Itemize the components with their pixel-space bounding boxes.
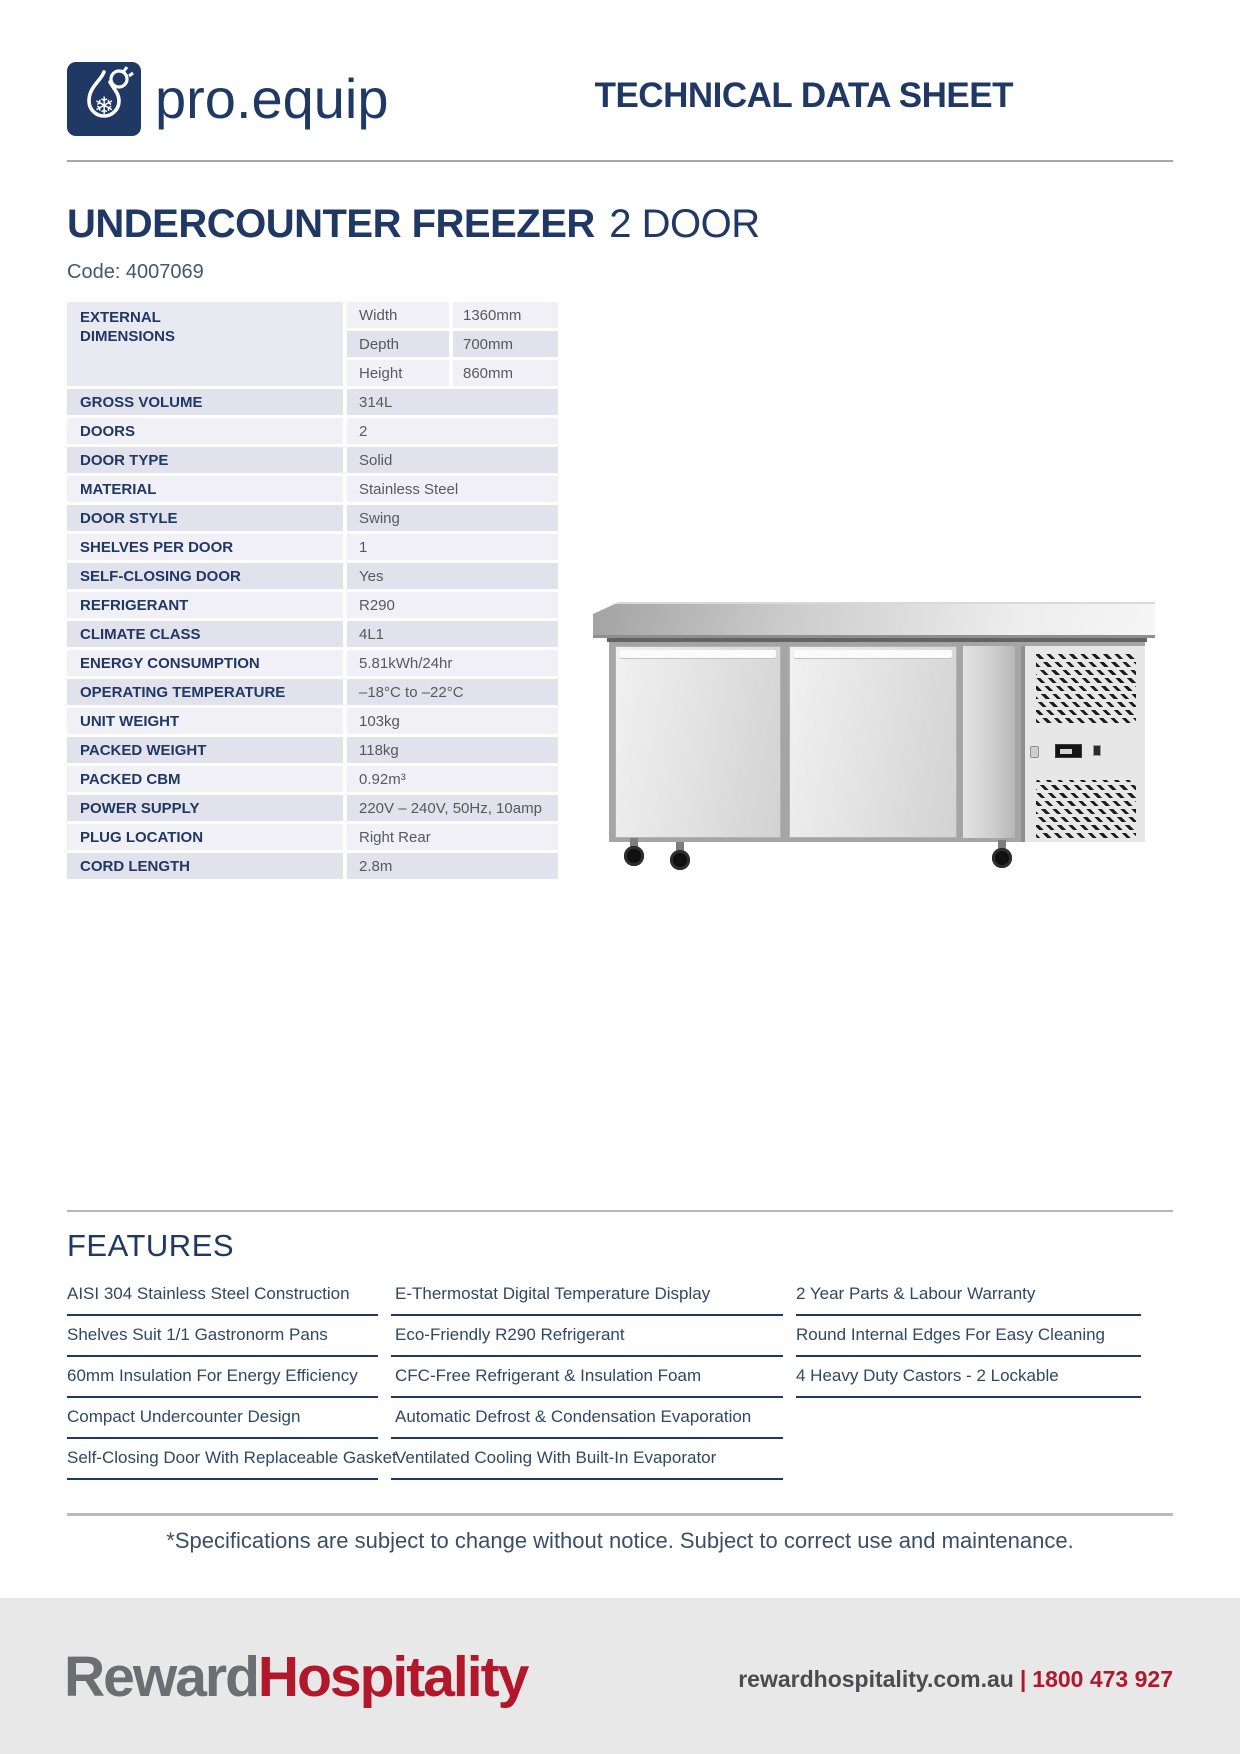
spec-label: PACKED CBM bbox=[67, 766, 343, 792]
spec-row bbox=[67, 563, 558, 589]
dimension-row bbox=[347, 302, 558, 328]
spec-label: ENERGY CONSUMPTION bbox=[67, 650, 343, 676]
flame-snowflake-plug-icon bbox=[67, 62, 141, 136]
feature-item: AISI 304 Stainless Steel Construction bbox=[67, 1284, 378, 1316]
spec-row bbox=[67, 853, 558, 879]
spec-row bbox=[67, 766, 558, 792]
spec-value: Right Rear bbox=[347, 824, 558, 850]
spec-row bbox=[67, 592, 558, 618]
note-divider bbox=[67, 1513, 1173, 1516]
feature-item: Self-Closing Door With Replaceable Gasket bbox=[67, 1448, 378, 1480]
vent-grille-bottom bbox=[1036, 780, 1136, 838]
feature-item: E-Thermostat Digital Temperature Display bbox=[391, 1284, 783, 1316]
feature-item: 4 Heavy Duty Castors - 2 Lockable bbox=[796, 1366, 1141, 1398]
footer-brand-reward: Reward bbox=[64, 1645, 258, 1709]
spec-row bbox=[67, 650, 558, 676]
doc-title: TECHNICAL DATA SHEET bbox=[594, 76, 1013, 115]
spec-row bbox=[67, 795, 558, 821]
spec-value: R290 bbox=[347, 592, 558, 618]
freezer-countertop bbox=[593, 602, 1155, 638]
product-title: UNDERCOUNTER FREEZER bbox=[67, 202, 595, 246]
dimension-name: Depth bbox=[347, 331, 449, 357]
footer-phone: 1800 473 927 bbox=[1032, 1666, 1173, 1692]
feature-item: Eco-Friendly R290 Refrigerant bbox=[391, 1325, 783, 1357]
spec-row-dimensions bbox=[67, 302, 558, 386]
spec-label: PACKED WEIGHT bbox=[67, 737, 343, 763]
spec-label: GROSS VOLUME bbox=[67, 389, 343, 415]
freezer-door-left bbox=[615, 646, 781, 838]
header-divider bbox=[67, 160, 1173, 162]
footer-website: rewardhospitality.com.au bbox=[738, 1666, 1014, 1692]
spec-row bbox=[67, 476, 558, 502]
features-divider bbox=[67, 1210, 1173, 1212]
features-heading: FEATURES bbox=[67, 1228, 235, 1263]
spec-row bbox=[67, 418, 558, 444]
vent-grille-top bbox=[1036, 653, 1136, 723]
brand-name: pro.equip bbox=[155, 67, 389, 130]
footer bbox=[0, 1598, 1240, 1754]
spec-row bbox=[67, 505, 558, 531]
spec-value: Swing bbox=[347, 505, 558, 531]
spec-value: 103kg bbox=[347, 708, 558, 734]
product-variant: 2 DOOR bbox=[609, 202, 760, 246]
spec-value: 5.81kWh/24hr bbox=[347, 650, 558, 676]
feature-item: Ventilated Cooling With Built-In Evaporator bbox=[391, 1448, 783, 1480]
freezer-side-strip bbox=[963, 646, 1015, 838]
spec-value: –18°C to –22°C bbox=[347, 679, 558, 705]
spec-label: REFRIGERANT bbox=[67, 592, 343, 618]
feature-item: Automatic Defrost & Condensation Evaporation bbox=[391, 1407, 783, 1439]
spec-value: 0.92m³ bbox=[347, 766, 558, 792]
features-column-1 bbox=[67, 1284, 397, 1489]
spec-label: DOORS bbox=[67, 418, 343, 444]
spec-label: CORD LENGTH bbox=[67, 853, 343, 879]
spec-label: OPERATING TEMPERATURE bbox=[67, 679, 343, 705]
spec-table bbox=[67, 302, 558, 882]
dimension-row bbox=[347, 360, 558, 386]
spec-label: DOOR STYLE bbox=[67, 505, 343, 531]
spec-row bbox=[67, 621, 558, 647]
header bbox=[67, 60, 1173, 140]
spec-label: SELF-CLOSING DOOR bbox=[67, 563, 343, 589]
spec-value: Solid bbox=[347, 447, 558, 473]
footer-contact bbox=[738, 1666, 1173, 1693]
spec-label: DOOR TYPE bbox=[67, 447, 343, 473]
spec-label: MATERIAL bbox=[67, 476, 343, 502]
spec-row bbox=[67, 708, 558, 734]
feature-item: 2 Year Parts & Labour Warranty bbox=[796, 1284, 1141, 1316]
dimension-value: 1360mm bbox=[453, 302, 558, 328]
features-column-2 bbox=[391, 1284, 783, 1489]
product-title-block bbox=[67, 202, 1173, 284]
spec-label: CLIMATE CLASS bbox=[67, 621, 343, 647]
feature-item: Compact Undercounter Design bbox=[67, 1407, 378, 1439]
product-code: Code: 4007069 bbox=[67, 261, 204, 283]
features-section bbox=[67, 1228, 1173, 1489]
footer-brand-hospitality: Hospitality bbox=[257, 1645, 528, 1709]
spec-row bbox=[67, 737, 558, 763]
spec-value: Yes bbox=[347, 563, 558, 589]
dimension-name: Height bbox=[347, 360, 449, 386]
svg-text:❄: ❄ bbox=[93, 92, 115, 120]
spec-value: 4L1 bbox=[347, 621, 558, 647]
temperature-display bbox=[1055, 744, 1082, 758]
dimension-row bbox=[347, 331, 558, 357]
spec-row bbox=[67, 824, 558, 850]
feature-item: CFC-Free Refrigerant & Insulation Foam bbox=[391, 1366, 783, 1398]
spec-value: 2.8m bbox=[347, 853, 558, 879]
spec-row bbox=[67, 534, 558, 560]
dimension-value: 700mm bbox=[453, 331, 558, 357]
spec-label: POWER SUPPLY bbox=[67, 795, 343, 821]
spec-label: SHELVES PER DOOR bbox=[67, 534, 343, 560]
spec-value: 220V – 240V, 50Hz, 10amp bbox=[347, 795, 558, 821]
brand-logo bbox=[67, 62, 389, 136]
spec-value: 1 bbox=[347, 534, 558, 560]
caster-wheel bbox=[991, 840, 1013, 870]
dimension-value: 860mm bbox=[453, 360, 558, 386]
disclaimer-note: *Specifications are subject to change without notice. Subject to correct use and maintenance. bbox=[166, 1528, 1074, 1553]
spec-row bbox=[67, 679, 558, 705]
features-column-3 bbox=[796, 1284, 1141, 1489]
footer-brand-logo bbox=[64, 1644, 527, 1710]
freezer-indicator bbox=[1093, 745, 1101, 756]
spec-value: 2 bbox=[347, 418, 558, 444]
freezer-door-right bbox=[789, 646, 957, 838]
feature-item: Shelves Suit 1/1 Gastronorm Pans bbox=[67, 1325, 378, 1357]
spec-row bbox=[67, 389, 558, 415]
freezer-switch bbox=[1030, 746, 1039, 758]
caster-wheel bbox=[669, 842, 691, 872]
spec-value: Stainless Steel bbox=[347, 476, 558, 502]
footer-separator: | bbox=[1019, 1666, 1027, 1692]
feature-item: Round Internal Edges For Easy Cleaning bbox=[796, 1325, 1141, 1357]
spec-label: UNIT WEIGHT bbox=[67, 708, 343, 734]
dimension-name: Width bbox=[347, 302, 449, 328]
product-image-freezer bbox=[593, 598, 1155, 876]
features-grid bbox=[67, 1284, 1173, 1489]
feature-item: 60mm Insulation For Energy Efficiency bbox=[67, 1366, 378, 1398]
spec-value: 314L bbox=[347, 389, 558, 415]
caster-wheel bbox=[623, 838, 645, 868]
spec-label: PLUG LOCATION bbox=[67, 824, 343, 850]
spec-row bbox=[67, 447, 558, 473]
spec-label: EXTERNAL DIMENSIONS bbox=[67, 302, 343, 386]
dimension-sub-rows bbox=[347, 302, 558, 386]
spec-value: 118kg bbox=[347, 737, 558, 763]
